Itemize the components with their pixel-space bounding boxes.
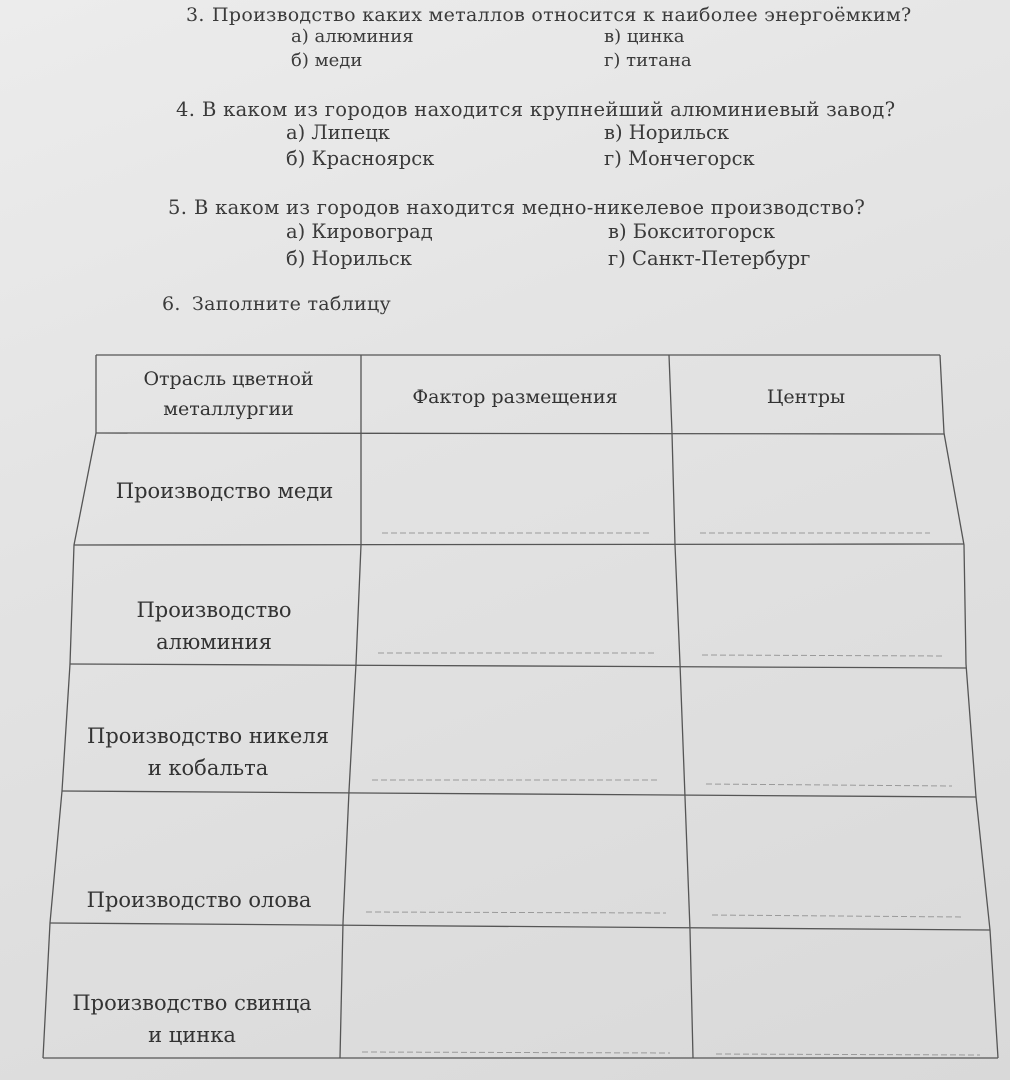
- question-3-number: 3.: [186, 4, 205, 26]
- question-3-label: Производство каких металлов относится к наиболее энергоёмким?: [212, 4, 912, 26]
- q4-option-a: а) Липецк: [286, 121, 390, 144]
- column-separator-1: [340, 355, 361, 1058]
- header-branch-line1: Отрасль цветной: [143, 368, 314, 390]
- row-lead-zinc: [46, 987, 338, 1051]
- question-4-label: В каком из городов находится крупнейший алюминиевый завод?: [202, 98, 896, 121]
- q5-option-a: а) Кировоград: [286, 220, 433, 243]
- q5-option-b: б) Норильск: [286, 247, 412, 270]
- row-nickel-line2: и кобальта: [147, 756, 269, 780]
- question-5-number: 5.: [168, 196, 188, 219]
- answer-line: [366, 912, 666, 913]
- row-copper: [92, 475, 357, 507]
- row-aluminium: [72, 594, 356, 658]
- row-separator-4: [62, 791, 976, 797]
- answer-line: [362, 1052, 670, 1053]
- header-branch: [96, 364, 361, 424]
- answer-line: [716, 1054, 980, 1055]
- row-separator-1: [96, 433, 944, 434]
- table-left-border: [43, 355, 96, 1058]
- row-copper-label: Производство меди: [115, 479, 334, 503]
- row-lead-line2: и цинка: [148, 1023, 236, 1047]
- task-6-number: 6.: [162, 293, 181, 315]
- q5-option-c: в) Бокситогорск: [608, 220, 776, 243]
- answer-line: [706, 784, 952, 786]
- row-aluminium-line1: Производство: [136, 598, 292, 622]
- row-nickel-line1: Производство никеля: [87, 724, 329, 748]
- row-tin: [56, 884, 342, 916]
- question-4-number: 4.: [176, 98, 196, 121]
- answer-line: [712, 915, 964, 917]
- q4-option-d: г) Мончегорск: [604, 147, 755, 170]
- header-branch-line2: металлургии: [163, 398, 294, 420]
- row-nickel-cobalt: [66, 720, 350, 784]
- task-6-label: Заполните таблицу: [192, 293, 391, 315]
- row-lead-line1: Производство свинца: [72, 991, 312, 1015]
- q5-option-d: г) Санкт-Петербург: [608, 247, 811, 270]
- question-5-label: В каком из городов находится медно-никелевое производство?: [194, 196, 866, 219]
- q3-option-d: г) титана: [604, 50, 692, 71]
- q4-option-b: б) Красноярск: [286, 147, 435, 170]
- row-separator-5: [50, 923, 990, 930]
- row-tin-label: Производство олова: [86, 888, 312, 912]
- answer-line: [702, 655, 944, 656]
- row-aluminium-line2: алюминия: [156, 630, 272, 654]
- table-right-border: [940, 355, 998, 1058]
- column-separator-2: [669, 355, 693, 1058]
- q3-option-b: б) меди: [291, 50, 363, 71]
- q3-option-c: в) цинка: [604, 26, 685, 47]
- q3-option-a: а) алюминия: [291, 26, 414, 47]
- row-separator-3: [70, 664, 966, 668]
- header-factor: Фактор размещения: [412, 386, 618, 408]
- header-centers: Центры: [766, 386, 846, 408]
- row-separator-2: [74, 544, 964, 545]
- q4-option-c: в) Норильск: [604, 121, 730, 144]
